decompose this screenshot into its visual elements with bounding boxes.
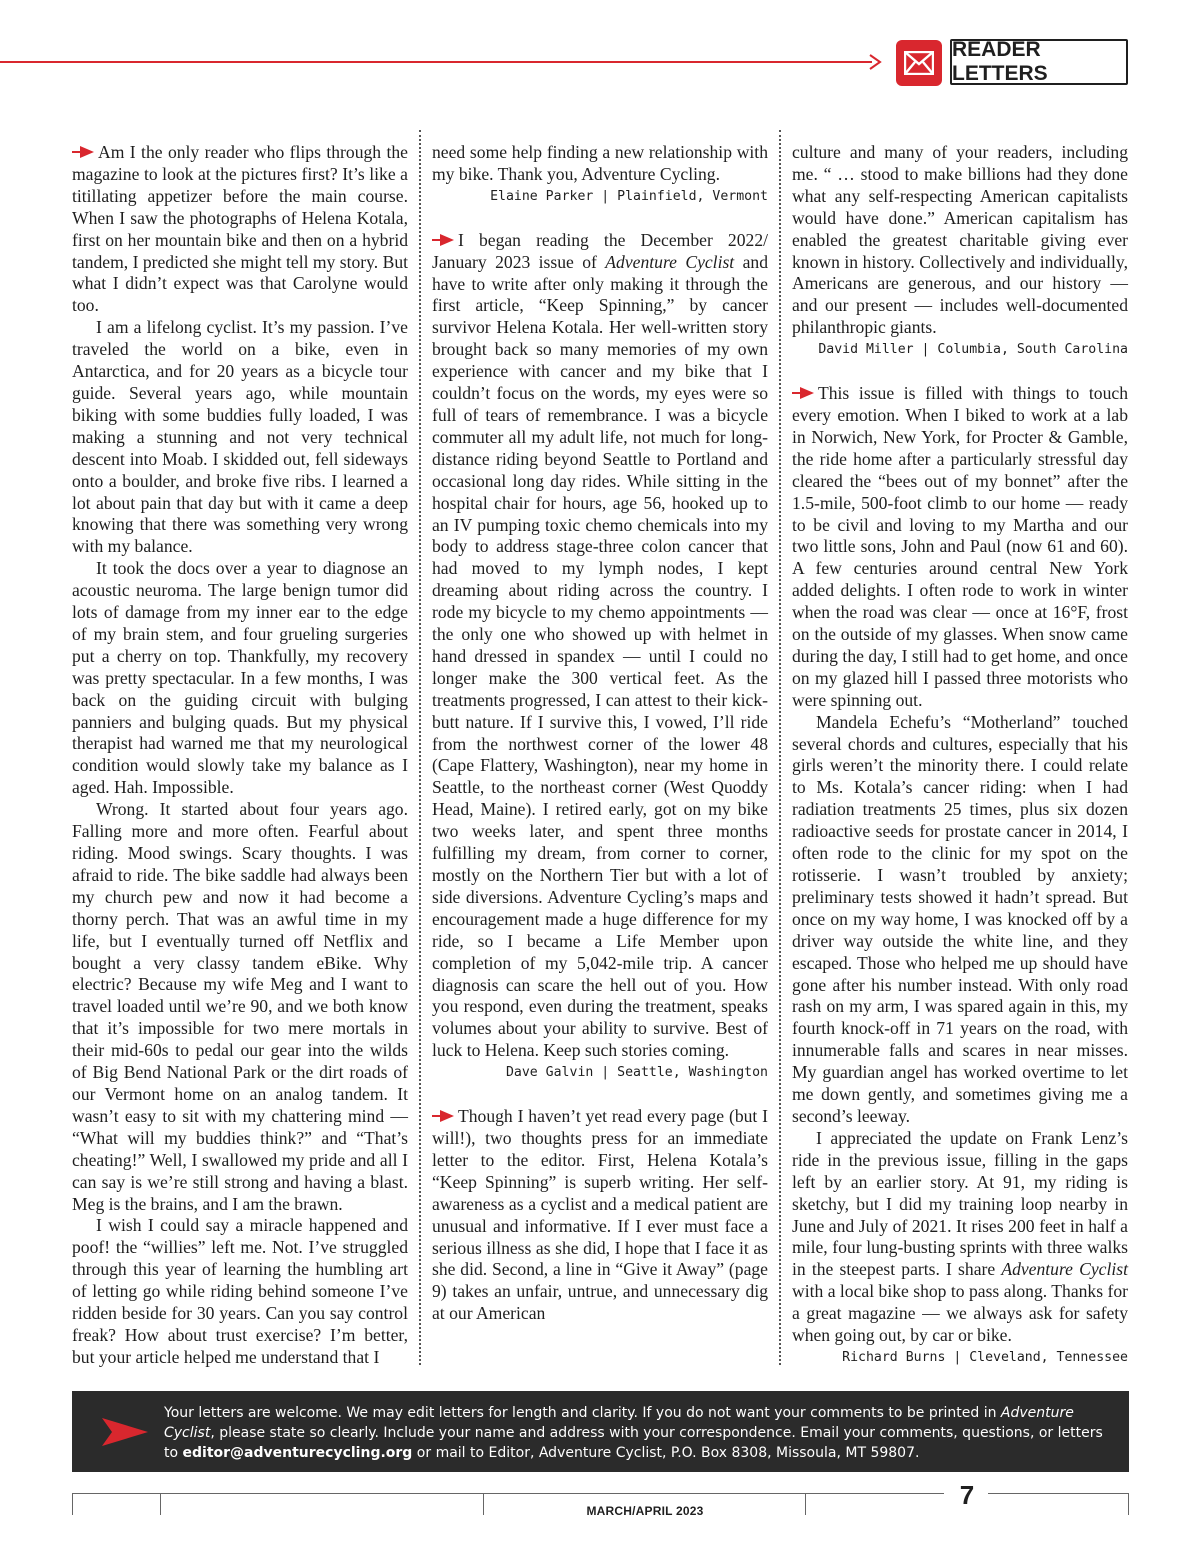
letter-signature: Dave Galvin | Seattle, Washington [505,1065,768,1081]
column-3 [792,142,1128,1369]
submission-note-text: Your letters are welcome. We may edit letters for length and clarity. If you do not want your comments to be printed in Adventure Cyclist, please state so clearly. Include your name and address with your correspondence. Email your comments, questions, or letters to editor@adventurecycling.org or mail to Editor, Adventure Cyclist, P.O. Box 8308, Missoula, MT 59807. [164,1405,1103,1461]
red-arrow-bullet-icon [432,234,456,246]
red-arrow-icon [102,1418,148,1446]
letter-paragraph: Mandela Echefu’s “Motherland” touched several chords and cultures, especially that his girls weren’t the minority there. I could relate to Ms. Kotala’s cancer riding: when I had radiation treatments 25 times, plus six dozen radioactive seeds for prostate cancer in 2014, I often rode to the clinic for my spot on the rotisserie. I wasn’t troubled by anxiety; preliminary tests showed it hadn’t spread. But once on my way home, I was knocked off by a driver way outside the white line, and they escaped. Those who helped me up should have gone after his number instead. With only road rash on my arm, I was spared again in this, my fourth knock-off in 71 years on the road, with innumerable falls and scares in near misses. My guardian angel has worked overtime to let me down gently, and sometimes giving me a second’s leeway. [792,711,1128,1126]
header-rule [0,61,872,63]
footer-tick [72,1493,73,1515]
issue-date: MARCH/APRIL 2023 [586,1504,704,1518]
column-2 [432,142,768,1325]
letter-paragraph: I began reading the December 2022/ January 2023 issue of Adventure Cyclist and have to write after only making it through the first article, “Keep Spinning,” by cancer survivor Helena Kotala. Her well-written story brought back so many memories of my own experience with cancer and my bike that I couldn’t focus on the words, my eyes were so full of tears of remembrance. I was a bicycle commuter all my adult life, not much for long-distance riding beyond Seattle to Portland and occasional long day rides. While sitting in the hospital chair for hours, age 56, hooked up to an IV pumping toxic chemo chemicals into my body to address stage-three colon cancer that had moved to my lymph nodes, I kept dreaming about riding across the country. I rode my bicycle to my chemo appointments — the only one who showed up with helmet in hand dressed in spandex — until I could no longer make the 300 vertical feet. As the treatments progressed, I can attest to their kick-butt nature. If I survive this, I vowed, I’ll ride from the northwest corner of the lower 48 (Cape Flattery, Washington), near my home in Seattle, to the northeast corner (West Quoddy Head, Maine). I retired early, got on my bike two weeks later, and spent three months fulfilling my dream, from corner to corner, mostly on the Northern Tier but with a lot of side diversions. Adventure Cycling’s maps and encouragement made a huge difference for my ride, so I became a Life Member upon completion of my 5,042-mile trip. A cancer diagnosis can scare the hell out of you. How you respond, even during the treatment, speaks volumes about your ability to survive. Best of luck to Helena. Keep such stories coming. [432,229,768,1061]
section-title [950,39,1128,85]
footer-tick [988,1493,1128,1494]
letter-paragraph: Wrong. It started about four years ago. Falling more and more often. Fearful about riding. Mood swings. Scary thoughts. I was afraid to ride. The bike saddle had always been my church pew and now it had become a thorny perch. That was an awful time in my life, but I eventually turned off Netflix and bought a very classy tandem eBike. Why electric? Because my wife Meg and I want to travel loaded until we’re 90, and we both know that it’s impossible for two mere mortals in their mid-60s to pedal our gear into the wilds of Big Bend National Park or the dirt roads of our Vermont home on an analog tandem. It wasn’t easy to sit with my chattering mind — “What will my buddies think?” and “That’s cheating!” Well, I swallowed my pride and all I can say is we’re still strong and having a blast. Meg is the brains, and I am the brawn. [72,799,408,1214]
mail-icon [896,40,942,86]
section-title-text: READER LETTERS [952,38,1048,85]
submission-note [72,1391,1129,1472]
column-1 [72,142,408,1369]
arrow-right-icon [866,53,884,71]
footer-rule [72,1493,944,1494]
red-arrow-bullet-icon [432,1110,456,1122]
letter-paragraph: It took the docs over a year to diagnose an acoustic neuroma. The large benign tumor did lots of damage from my inner ear to the edge of my brain stem, and four grueling surgeries put a cherry on top. Thankfully, my recovery was pretty spectacular. In a few months, I was back on the guiding circuit with bulging panniers and bulging quads. But my physical therapist had warned me that my neurological condition would slowly take my balance as I aged. Hah. Impossible. [72,558,408,798]
column-divider [779,130,781,1365]
letter-paragraph: Am I the only reader who flips through the magazine to look at the pictures first? It’s like a titillating appetizer before the main course. When I saw the photographs of Helena Kotala, first on her mountain bike and then on a hybrid tandem, I predicted she might tell my story. But what I didn’t expect was that Carolyne would too. [72,142,409,316]
footer-tick [160,1493,161,1515]
red-arrow-bullet-icon [72,146,96,158]
footer-tick [483,1493,484,1515]
letter-signature: Elaine Parker | Plainfield, Vermont [490,188,768,204]
letter-paragraph: I wish I could say a miracle happened and poof! the “willies” left me. Not. I’ve struggled through this year of learning the humbling art of letting go while riding behind someone I’ve ridden beside for 30 years. Can you say control freak? How about trust exercise? I’m better, but your article helped me understand that I [72,1215,408,1367]
letter-paragraph: This issue is filled with things to touch every emotion. When I biked to work at a lab in Norwich, New York, for Procter & Gamble, the ride home after a particularly stressful day cleared the “bees out of my bonnet” after the 1.5-mile, 500-foot climb to our home — ready to be civil and loving to my Martha and our two little sons, John and Paul (now 61 and 60). A few centuries around central New York added delights. I often rode to work in winter when the road was clear — once at 16°F, frost on the outside of my glasses. When snow came during the day, I still had to get home, and once on my glazed hill I passed three motorists who were spinning out. [792,383,1128,710]
letter-paragraph: culture and many of your readers, including me. “ … stood to make billions had they done what any self-respecting American capitalists would have done.” American capitalism has enabled the greatest charitable giving ever known in history. Collectively and individually, Americans are generous, and our history — and our present — includes well-documented philanthropic giants. [792,142,1128,338]
letter-paragraph: I appreciated the update on Frank Lenz’s ride in the previous issue, filling in the gaps left by an earlier story. At 91, my riding is sketchy, but I did my training loop nearby in June and July of 2021. It rises 200 feet in half a mile, four lung-busting sprints with three walks in the steepest parts. I share Adventure Cyclist with a local bike shop to pass along. Thanks for a great magazine — we always ask for safety when going out, by car or bike. [792,1127,1128,1346]
footer-tick [1128,1493,1129,1515]
letter-paragraph: Though I haven’t yet read every page (but I will!), two thoughts press for an immediate letter to the editor. First, Helena Kotala’s “Keep Spinning” is superb writing. Her self-awareness as a cyclist and a medical patient are unusual and informative. If I ever must face a serious illness as she did, I hope that I face it as she did. Second, a line in “Give it Away” (page 9) takes an unfair, untrue, and unnecessary dig at our American [432,1106,768,1324]
column-divider [419,130,421,1365]
page-number: 7 [959,1480,975,1510]
letter-paragraph: need some help finding a new relationship with my bike. Thank you, Adventure Cycling. [432,142,768,184]
editor-email-link[interactable]: editor@adventurecycling.org [182,1445,413,1461]
red-arrow-bullet-icon [792,387,816,399]
footer-tick [805,1493,806,1515]
letter-paragraph: I am a lifelong cyclist. It’s my passion. I’ve traveled the world on a bike, even in Antarctica, and for 20 years as a bicycle tour guide. Several years ago, while mountain biking with some buddies fully loaded, I was making a stunning and not very technical descent into Moab. I skidded out, fell sideways onto a boulder, and broke five ribs. I learned a lot about pain that day but with it came a deep knowing that there was something very wrong with my balance. [72,317,408,557]
letter-signature: David Miller | Columbia, South Carolina [818,342,1128,358]
letter-signature: Richard Burns | Cleveland, Tennessee [842,1349,1128,1365]
